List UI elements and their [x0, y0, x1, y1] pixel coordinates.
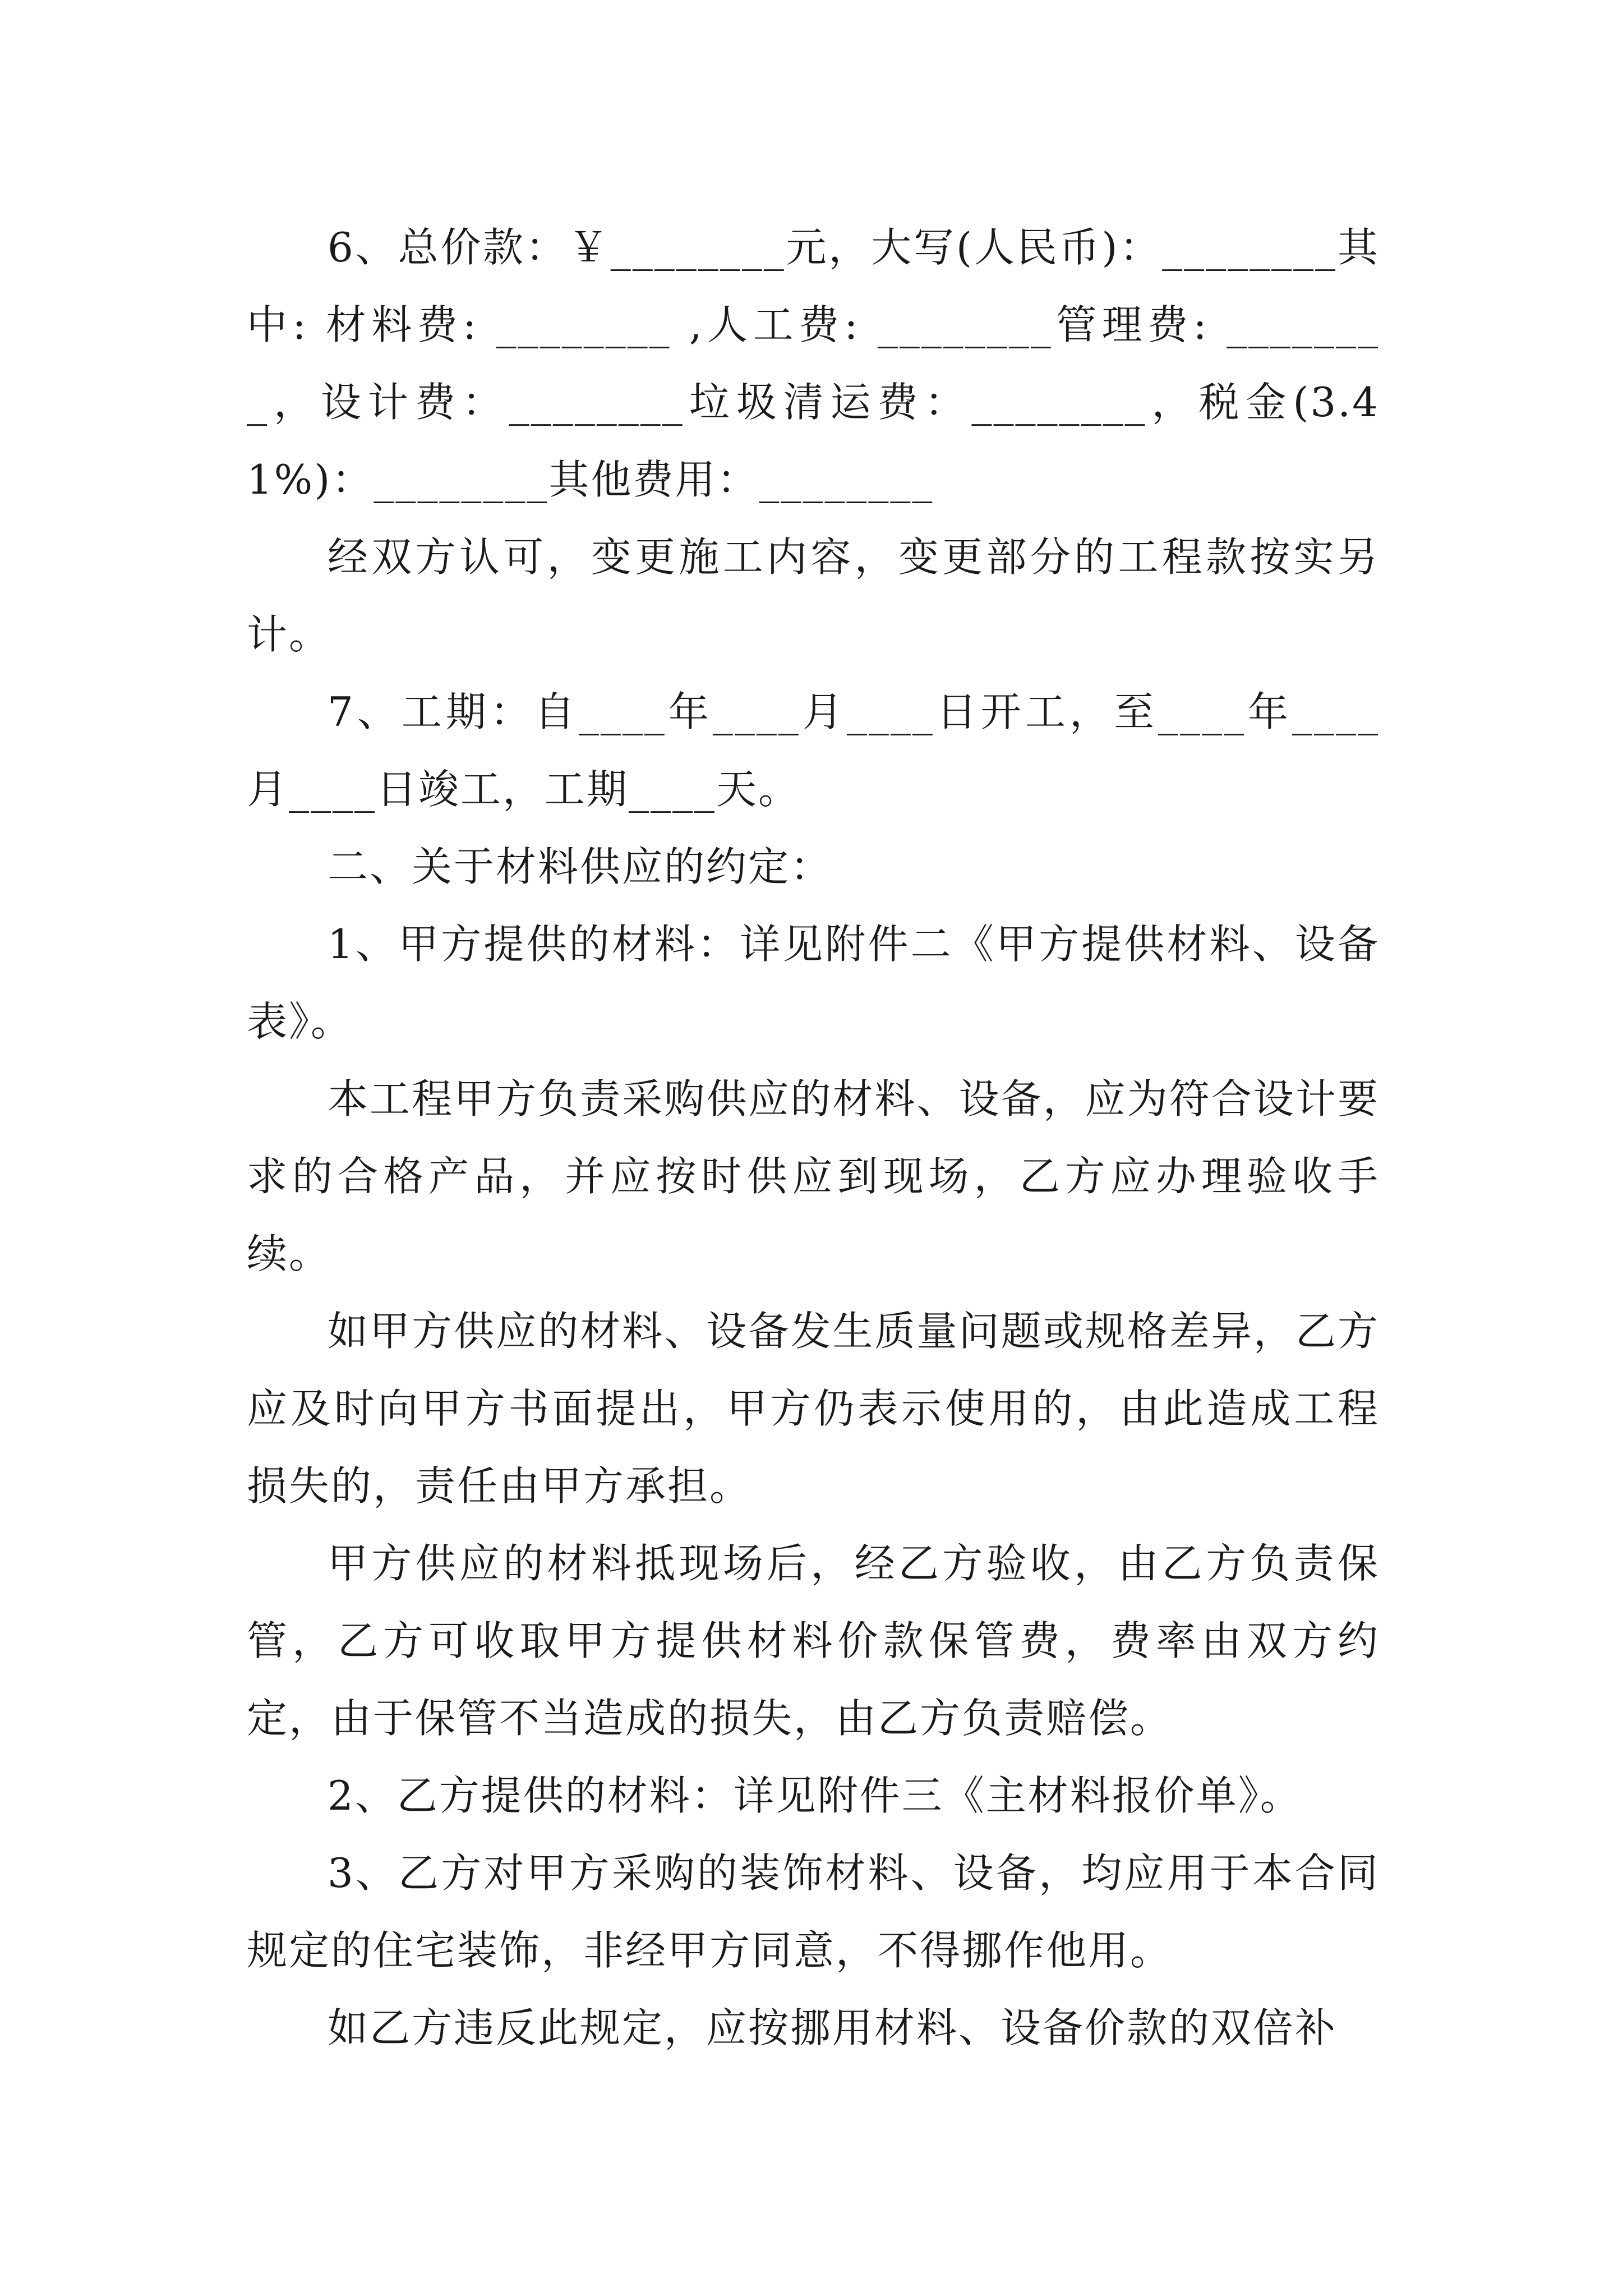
paragraph-party-a-procurement: 本工程甲方负责采购供应的材料、设备，应为符合设计要求的合格产品，并应按时供应到现场，乙方应办理验收手续。: [247, 1075, 1380, 1277]
paragraph-quality-issues: 如甲方供应的材料、设备发生质量问题或规格差异，乙方应及时向甲方书面提出，甲方仍表示使用的，由此造成工程损失的，责任由甲方承担。: [247, 1308, 1380, 1510]
paragraph-material-usage: 3、乙方对甲方采购的装饰材料、设备，均应用于本合同规定的住宅装饰，非经甲方同意，不得挪作他用。: [247, 1849, 1380, 1974]
paragraph-duration: 7、工期：自____年____月____日开工，至____年____月____日竣工，工期____天。: [247, 688, 1380, 813]
section-heading-material-supply: 二、关于材料供应的约定：: [328, 843, 833, 890]
paragraph-party-b-materials: 2、乙方提供的材料：详见附件三《主材料报价单》。: [328, 1772, 1302, 1819]
paragraph-party-a-materials: 1、甲方提供的材料：详见附件二《甲方提供材料、设备表》。: [247, 921, 1380, 1045]
paragraph-total-price: 6、总价款：￥________元，大写(人民币)：________其中: 材料费: ________ ,人工费: ________管理费: ________，设计费：________垃圾清运费：________，税金(3.41%)：________其他费用：________: [247, 224, 1380, 503]
document-body: [247, 209, 1380, 2067]
paragraph-change-agreement: 经双方认可，变更施工内容，变更部分的工程款按实另计。: [247, 533, 1380, 658]
paragraph-storage: 甲方供应的材料抵现场后，经乙方验收，由乙方负责保管，乙方可收取甲方提供材料价款保管费，费率由双方约定，由于保管不当造成的损失，由乙方负责赔偿。: [247, 1540, 1380, 1742]
paragraph-violation: 如乙方违反此规定，应按挪用材料、设备价款的双倍补: [328, 2004, 1338, 2051]
